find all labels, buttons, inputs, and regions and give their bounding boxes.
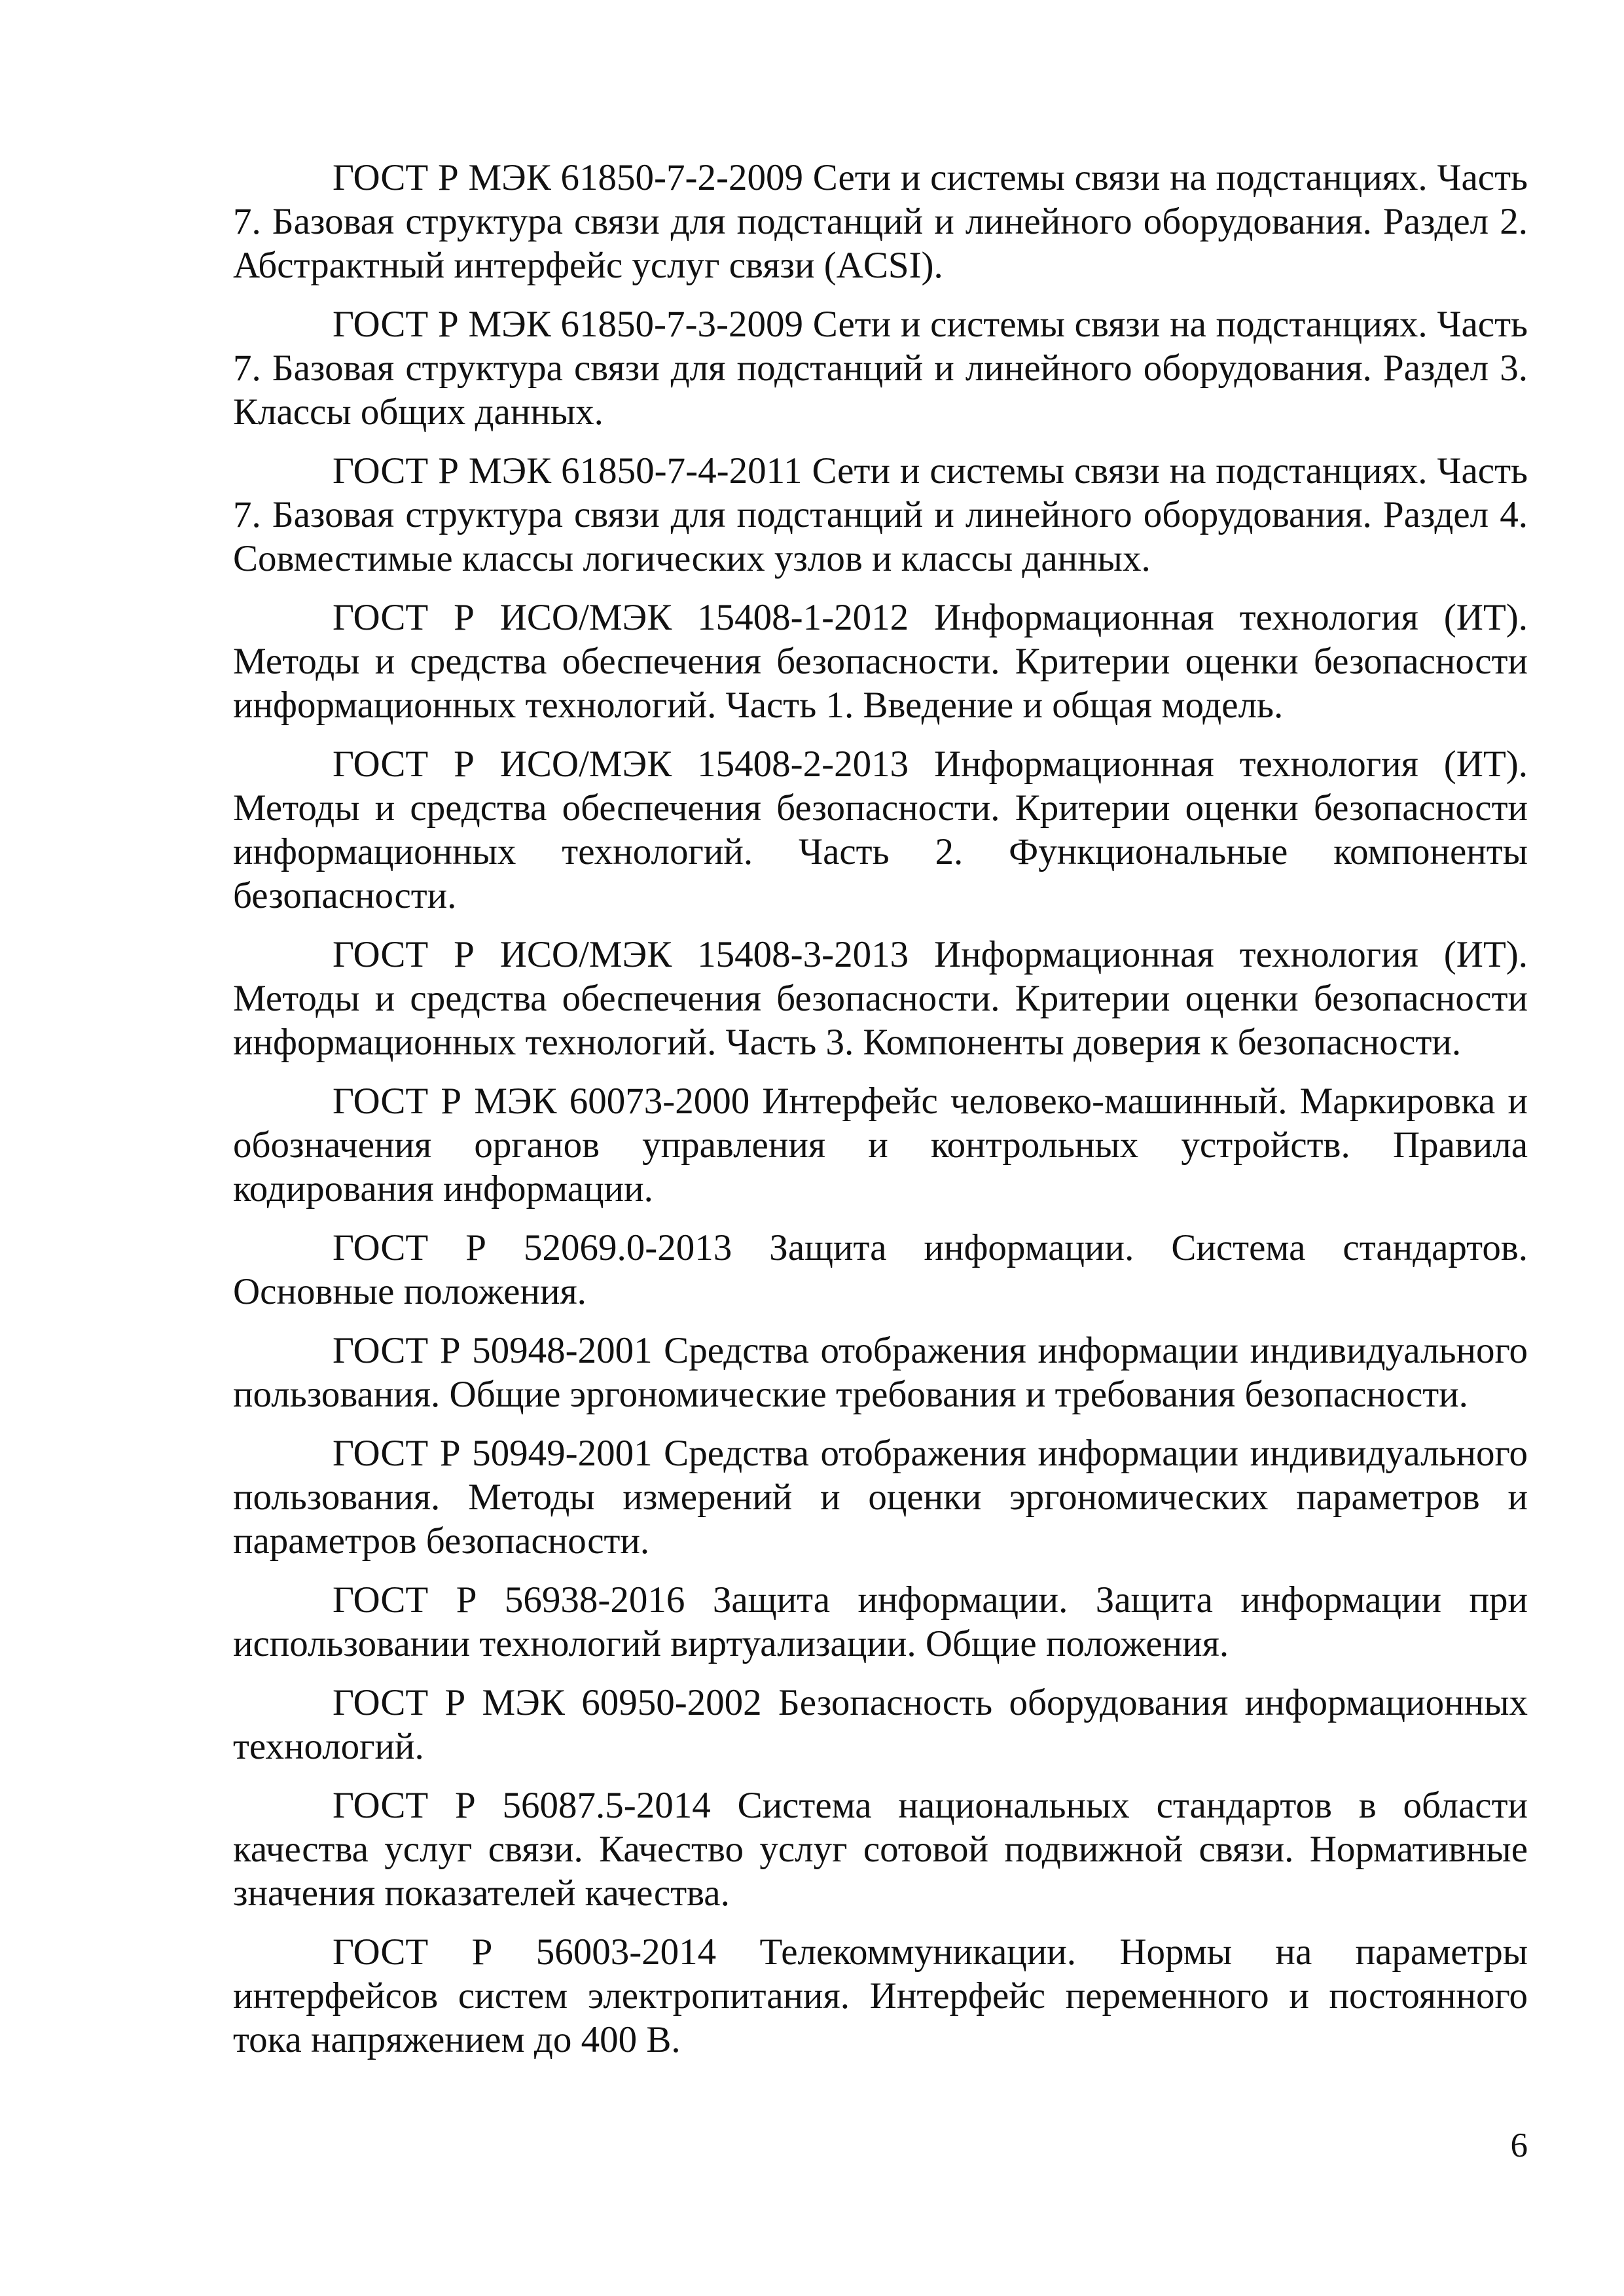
document-page: [233, 156, 1528, 2077]
reference-item: ГОСТ Р 56938-2016 Защита информации. Защита информации при использовании технологий виртуализации. Общие положения.: [233, 1579, 1528, 1664]
reference-item: ГОСТ Р 50949-2001 Средства отображения информации индивидуального пользования. Методы измерений и оценки эргономических параметров и параметров безопасности.: [233, 1433, 1528, 1562]
reference-list: [233, 156, 1528, 2062]
reference-item: ГОСТ Р 56003-2014 Телекоммуникации. Нормы на параметры интерфейсов систем электропитания. Интерфейс переменного и постоянного тока напряжением до 400 В.: [233, 1931, 1528, 2060]
reference-item: ГОСТ Р 56087.5-2014 Система национальных стандартов в области качества услуг связи. Качество услуг сотовой подвижной связи. Нормативные значения показателей качества.: [233, 1785, 1528, 1914]
page-number: 6: [1510, 2126, 1528, 2164]
reference-item: ГОСТ Р МЭК 61850-7-2-2009 Сети и системы связи на подстанциях. Часть 7. Базовая структура связи для подстанций и линейного оборудования. Раздел 2. Абстрактный интерфейс услуг связи (ACSI).: [233, 157, 1528, 286]
reference-item: ГОСТ Р 50948-2001 Средства отображения информации индивидуального пользования. Общие эргономические требования и требования безопасности.: [233, 1330, 1528, 1415]
reference-item: ГОСТ Р ИСО/МЭК 15408-2-2013 Информационная технология (ИТ). Методы и средства обеспечения безопасности. Критерии оценки безопасности информационных технологий. Часть 2. Функциональные компоненты безопасности.: [233, 744, 1528, 916]
reference-item: ГОСТ Р МЭК 61850-7-4-2011 Сети и системы связи на подстанциях. Часть 7. Базовая структура связи для подстанций и линейного оборудования. Раздел 4. Совместимые классы логических узлов и классы данных.: [233, 450, 1528, 579]
reference-item: ГОСТ Р ИСО/МЭК 15408-1-2012 Информационная технология (ИТ). Методы и средства обеспечения безопасности. Критерии оценки безопасности информационных технологий. Часть 1. Введение и общая модель.: [233, 597, 1528, 726]
reference-item: ГОСТ Р МЭК 61850-7-3-2009 Сети и системы связи на подстанциях. Часть 7. Базовая структура связи для подстанций и линейного оборудования. Раздел 3. Классы общих данных.: [233, 304, 1528, 433]
reference-item: ГОСТ Р МЭК 60950-2002 Безопасность оборудования информационных технологий.: [233, 1682, 1528, 1767]
reference-item: ГОСТ Р МЭК 60073-2000 Интерфейс человеко-машинный. Маркировка и обозначения органов управления и контрольных устройств. Правила кодирования информации.: [233, 1081, 1528, 1210]
reference-item: ГОСТ Р ИСО/МЭК 15408-3-2013 Информационная технология (ИТ). Методы и средства обеспечения безопасности. Критерии оценки безопасности информационных технологий. Часть 3. Компоненты доверия к безопасности.: [233, 934, 1528, 1063]
reference-item: ГОСТ Р 52069.0-2013 Защита информации. Система стандартов. Основные положения.: [233, 1227, 1528, 1312]
